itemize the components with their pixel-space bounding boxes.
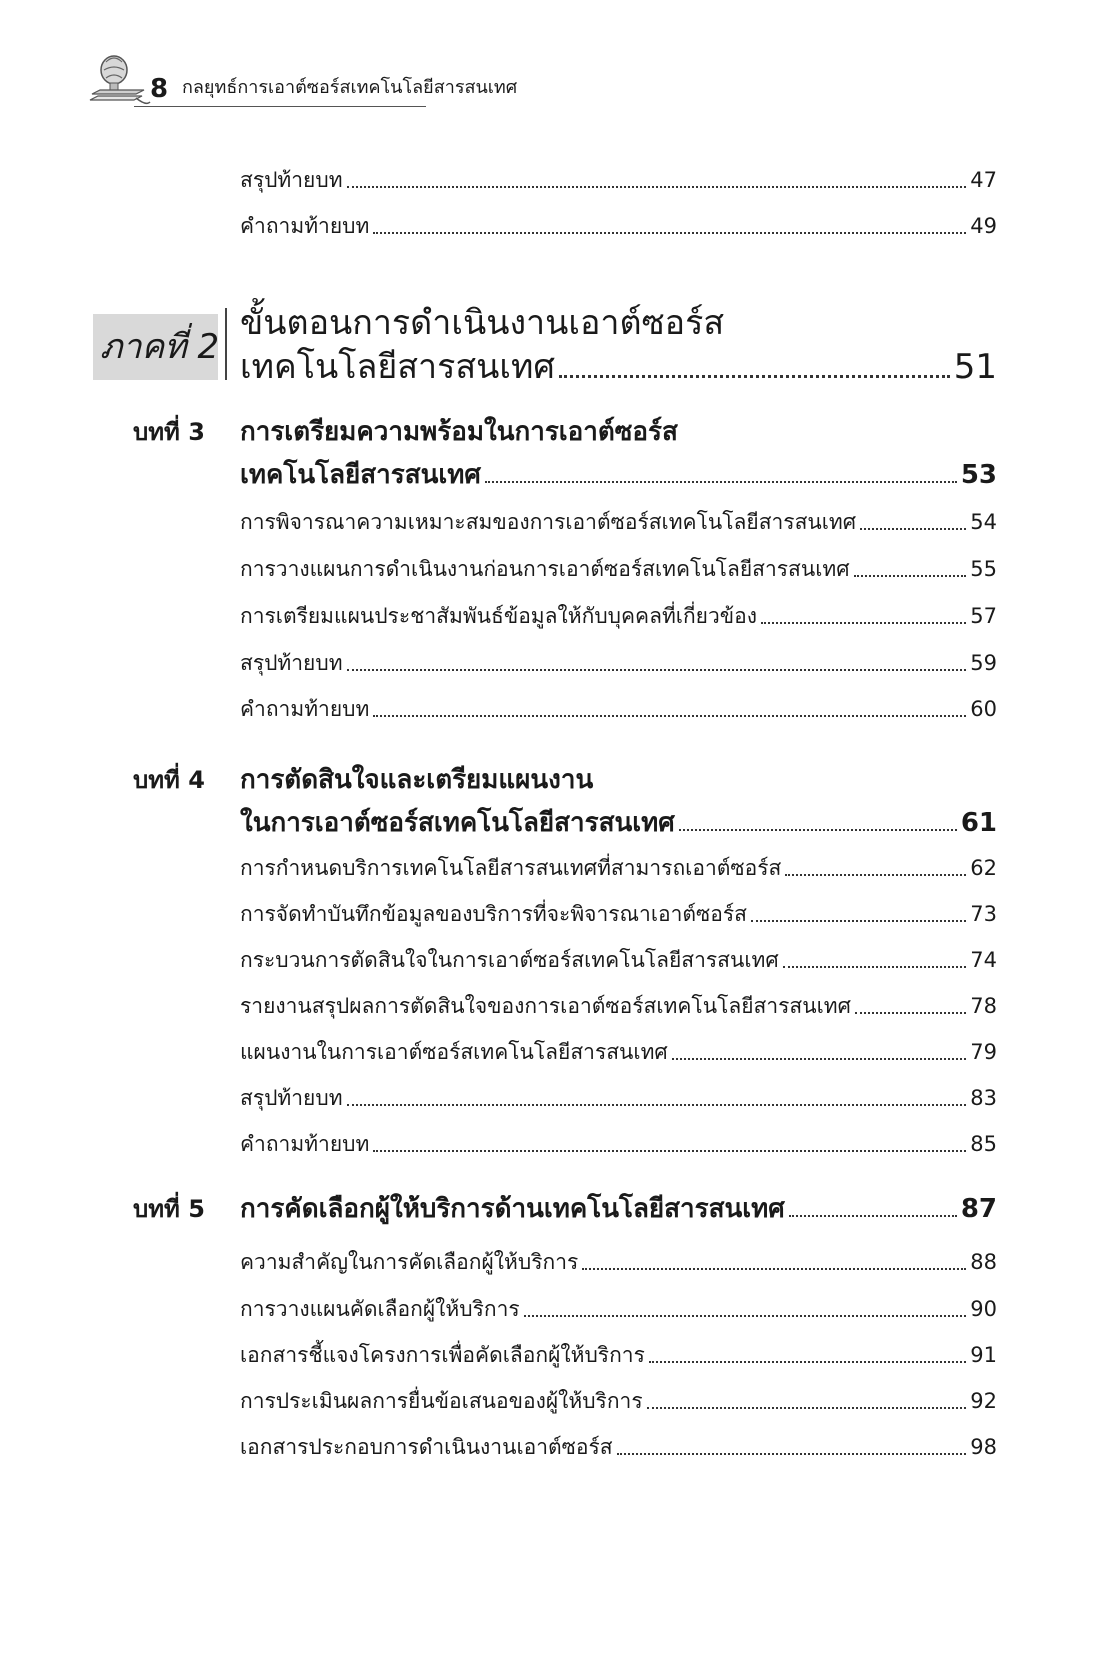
page-number: 8 (150, 74, 169, 104)
toc-entry-title: สรุปท้ายบท (240, 1086, 343, 1110)
dot-leader (347, 1104, 967, 1106)
toc-entry-title: การวางแผนการดำเนินงานก่อนการเอาต์ซอร์สเทคโนโลยีสารสนเทศ (240, 557, 850, 581)
chapter-label: บทที่ 4 (133, 766, 205, 794)
running-header (86, 50, 518, 110)
dot-leader (373, 1150, 966, 1152)
book-title: กลยุทธ์การเอาต์ซอร์สเทคโนโลยีสารสนเทศ (182, 77, 518, 98)
chapter-page: 61 (960, 808, 997, 838)
toc-entry-title: การกำหนดบริการเทคโนโลยีสารสนเทศที่สามารถเอาต์ซอร์ส (240, 856, 782, 880)
toc-entry[interactable] (240, 163, 997, 197)
dot-leader (783, 966, 967, 968)
dot-leader (647, 1407, 967, 1409)
toc-entry[interactable] (240, 1292, 997, 1326)
dot-leader (559, 375, 950, 378)
toc-entry-page: 47 (970, 168, 997, 192)
toc-entry-page: 85 (970, 1132, 997, 1156)
chapter-title: การคัดเลือกผู้ให้บริการด้านเทคโนโลยีสารสนเทศ (240, 1194, 785, 1224)
part-separator (225, 308, 227, 380)
toc-entry-page: 83 (970, 1086, 997, 1110)
toc-entry-title: ความสำคัญในการคัดเลือกผู้ให้บริการ (240, 1250, 579, 1274)
toc-entry-title: เอกสารชี้แจงโครงการเพื่อคัดเลือกผู้ให้บริการ (240, 1343, 645, 1367)
toc-entry[interactable] (240, 943, 997, 977)
book-logo-icon (86, 50, 156, 110)
toc-entry-page: 57 (970, 604, 997, 628)
toc-entry-title: คำถามท้ายบท (240, 214, 370, 238)
part-page: 51 (953, 347, 997, 387)
chapter-title-entry[interactable] (240, 455, 997, 495)
toc-entry-title: การประเมินผลการยื่นข้อเสนอของผู้ให้บริการ (240, 1389, 643, 1413)
chapter-title-entry[interactable] (240, 1189, 997, 1229)
chapter-page: 53 (960, 460, 997, 490)
header-rule (134, 106, 426, 107)
toc-entry-page: 73 (970, 902, 997, 926)
toc-entry-title: คำถามท้ายบท (240, 1132, 370, 1156)
chapter-title-line1: การเตรียมความพร้อมในการเอาต์ซอร์ส (240, 417, 678, 447)
toc-entry-title: การจัดทำบันทึกข้อมูลของบริการที่จะพิจารณาเอาต์ซอร์ส (240, 902, 748, 926)
toc-entry-page: 98 (970, 1435, 997, 1459)
toc-entry-title: กระบวนการตัดสินใจในการเอาต์ซอร์สเทคโนโลยีสารสนเทศ (240, 948, 779, 972)
toc-entry[interactable] (240, 1035, 997, 1069)
toc-entry-title: สรุปท้ายบท (240, 651, 343, 675)
dot-leader (789, 1215, 957, 1217)
toc-entry[interactable] (240, 1245, 997, 1279)
toc-entry-page: 60 (970, 697, 997, 721)
dot-leader (649, 1361, 966, 1363)
dot-leader (347, 669, 967, 671)
dot-leader (672, 1058, 967, 1060)
toc-entry[interactable] (240, 599, 997, 633)
dot-leader (761, 622, 966, 624)
toc-entry-title: การเตรียมแผนประชาสัมพันธ์ข้อมูลให้กับบุคคลที่เกี่ยวข้อง (240, 604, 758, 628)
toc-entry-title: สรุปท้ายบท (240, 168, 343, 192)
chapter-label: บทที่ 3 (133, 418, 205, 446)
toc-entry-page: 78 (970, 994, 997, 1018)
toc-entry[interactable] (240, 646, 997, 680)
toc-entry[interactable] (240, 209, 997, 243)
dot-leader (347, 186, 967, 188)
dot-leader (855, 1012, 966, 1014)
toc-entry-page: 54 (970, 510, 997, 534)
dot-leader (373, 715, 966, 717)
dot-leader (860, 528, 966, 530)
chapter-title-entry[interactable] (240, 803, 997, 843)
dot-leader (373, 232, 966, 234)
chapter-title-line1: การตัดสินใจและเตรียมแผนงาน (240, 765, 594, 795)
chapter-page: 87 (960, 1194, 997, 1224)
toc-entry-page: 91 (970, 1343, 997, 1367)
toc-entry[interactable] (240, 1081, 997, 1115)
toc-entry[interactable] (240, 1127, 997, 1161)
part-title-line1: ขั้นตอนการดำเนินงานเอาต์ซอร์ส (240, 303, 725, 343)
toc-entry[interactable] (240, 1384, 997, 1418)
toc-entry-title: การวางแผนคัดเลือกผู้ให้บริการ (240, 1297, 520, 1321)
dot-leader (524, 1315, 967, 1317)
dot-leader (485, 481, 957, 483)
toc-entry-page: 92 (970, 1389, 997, 1413)
toc-entry-page: 59 (970, 651, 997, 675)
toc-entry-page: 55 (970, 557, 997, 581)
dot-leader (679, 829, 957, 831)
toc-entry[interactable] (240, 505, 997, 539)
chapter-title-line2: เทคโนโลยีสารสนเทศ (240, 460, 481, 490)
toc-entry-title: รายงานสรุปผลการตัดสินใจของการเอาต์ซอร์สเทคโนโลยีสารสนเทศ (240, 994, 851, 1018)
toc-entry-page: 62 (970, 856, 997, 880)
toc-entry-page: 74 (970, 948, 997, 972)
dot-leader (582, 1268, 966, 1270)
toc-entry-title: แผนงานในการเอาต์ซอร์สเทคโนโลยีสารสนเทศ (240, 1040, 668, 1064)
toc-entry-page: 88 (970, 1250, 997, 1274)
toc-entry[interactable] (240, 851, 997, 885)
chapter-label: บทที่ 5 (133, 1195, 205, 1223)
part-label: ภาคที่ 2 (100, 327, 220, 367)
chapter-title-line2: ในการเอาต์ซอร์สเทคโนโลยีสารสนเทศ (240, 808, 675, 838)
dot-leader (785, 874, 966, 876)
toc-entry[interactable] (240, 692, 997, 726)
dot-leader (751, 920, 966, 922)
toc-entry[interactable] (240, 897, 997, 931)
part-title-line2: เทคโนโลยีสารสนเทศ (240, 347, 556, 387)
toc-entry[interactable] (240, 552, 997, 586)
toc-entry[interactable] (240, 1338, 997, 1372)
toc-entry-page: 49 (970, 214, 997, 238)
toc-entry-title: การพิจารณาความเหมาะสมของการเอาต์ซอร์สเทคโนโลยีสารสนเทศ (240, 510, 857, 534)
toc-entry-title: คำถามท้ายบท (240, 697, 370, 721)
toc-entry-page: 90 (970, 1297, 997, 1321)
part-title-entry[interactable] (240, 342, 997, 392)
dot-leader (854, 575, 967, 577)
toc-entry[interactable] (240, 989, 997, 1023)
toc-entry[interactable] (240, 1430, 997, 1464)
dot-leader (617, 1453, 967, 1455)
toc-entry-title: เอกสารประกอบการดำเนินงานเอาต์ซอร์ส (240, 1435, 613, 1459)
toc-entry-page: 79 (970, 1040, 997, 1064)
